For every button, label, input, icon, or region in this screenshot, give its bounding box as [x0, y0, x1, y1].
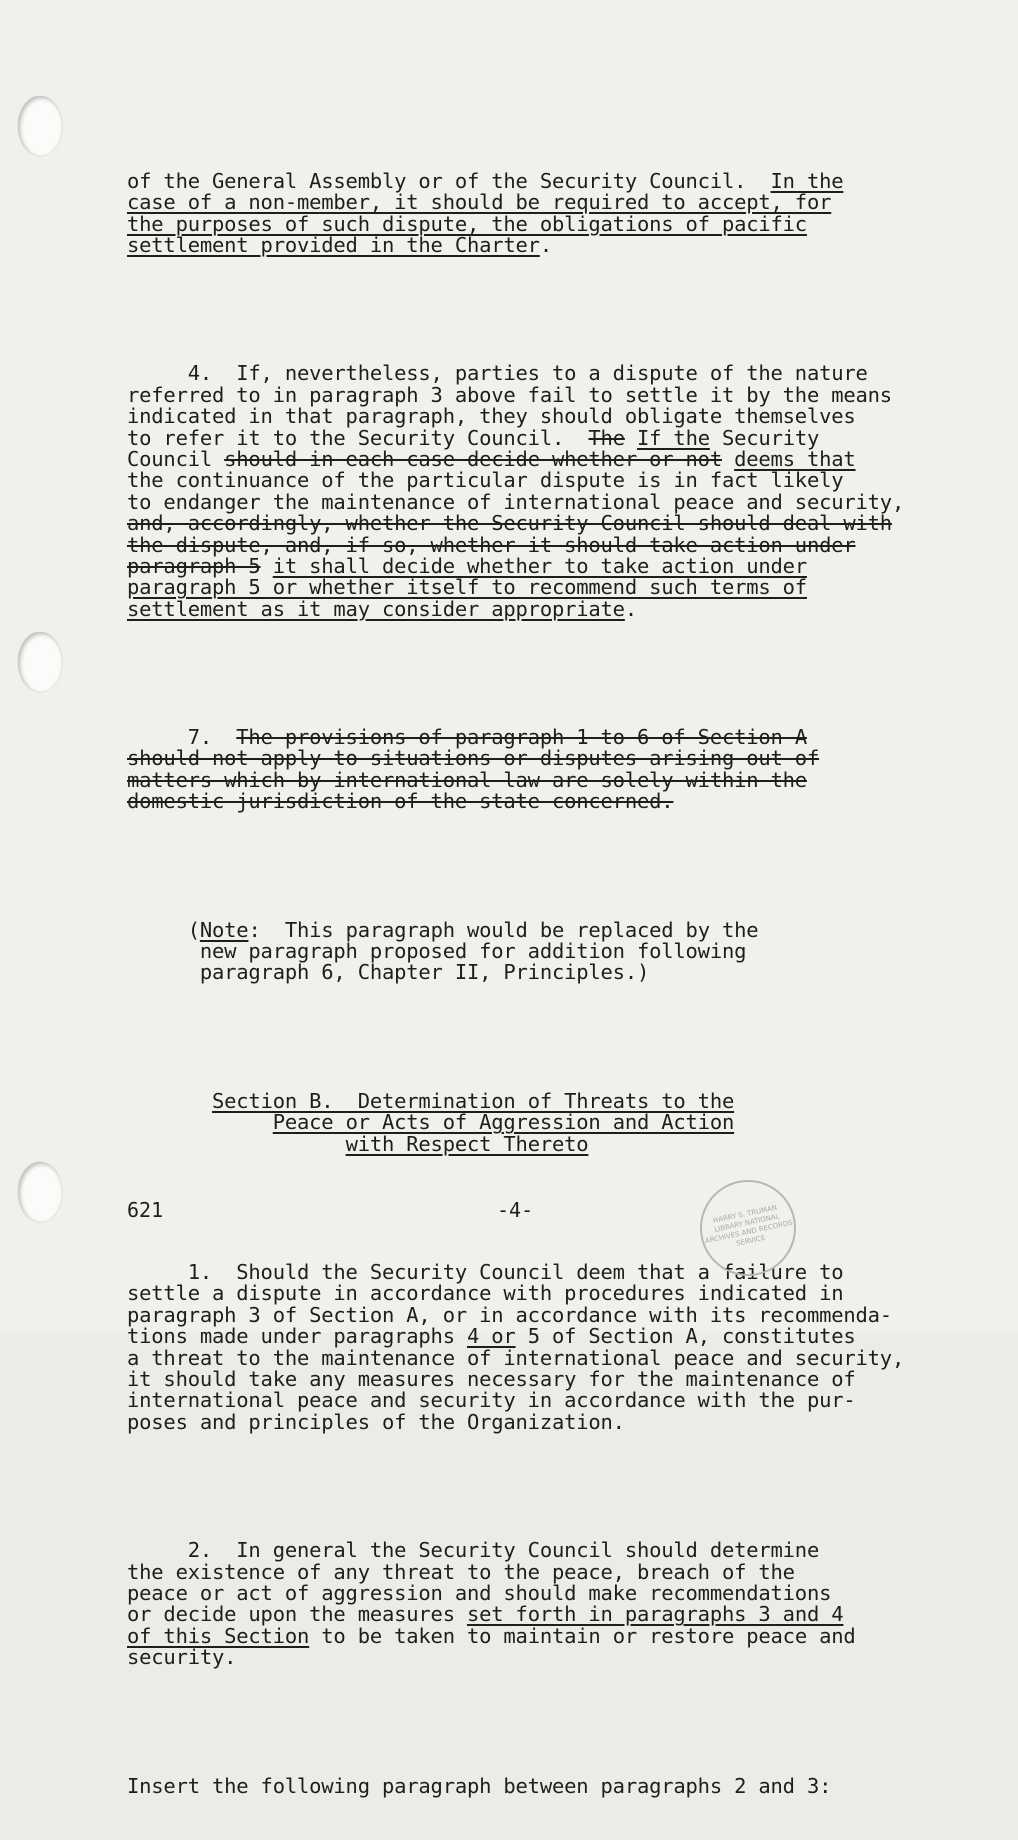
text-line	[127, 513, 957, 534]
text-segment	[625, 426, 637, 450]
punch-hole	[18, 1162, 62, 1222]
text-line	[127, 1540, 957, 1561]
text-line	[127, 382, 957, 407]
text-line	[127, 791, 957, 812]
paragraph-7	[127, 727, 957, 813]
text-line	[127, 941, 957, 962]
text-segment: Council	[127, 446, 225, 471]
text-line	[127, 168, 957, 193]
text-segment: to endanger the maintenance of international peace and security,	[127, 489, 905, 514]
library-stamp: HARRY S. TRUMAN LIBRARY NATIONAL ARCHIVES AND RECORDS SERVICE	[691, 1171, 805, 1285]
text-line	[127, 470, 957, 491]
struck-text: The provisions of paragraph 1 to 6 of Section A	[236, 725, 807, 750]
text-line	[127, 1580, 957, 1605]
text-segment: 4. If, nevertheless, parties to a dispute of the nature	[127, 361, 868, 386]
punch-hole	[18, 96, 62, 156]
underlined-text: case of a non-member, it should be required to accept, for	[127, 190, 832, 215]
text-line	[127, 211, 957, 236]
text-line	[127, 425, 957, 450]
text-segment: .	[624, 596, 637, 621]
underlined-text: paragraph 5 or whether itself to recommend such terms of	[127, 575, 807, 600]
text-line	[127, 1773, 957, 1798]
text-segment: tions made under paragraphs	[127, 1324, 467, 1349]
text-line	[127, 962, 957, 983]
struck-text: should in each case decide whether or not	[224, 446, 722, 471]
document-number: 621	[127, 1198, 164, 1222]
text-segment: paragraph 3 of Section A, or in accordance with its recommenda-	[127, 1302, 892, 1327]
text-line	[127, 1623, 957, 1648]
text-line	[127, 532, 957, 557]
text-segment: 1. Should the Security Council deem that a failure to	[127, 1260, 844, 1285]
punch-hole	[18, 632, 62, 692]
text-segment: new paragraph proposed for addition following	[127, 939, 747, 964]
text-segment	[261, 554, 273, 578]
text-line	[127, 1131, 957, 1156]
text-segment: the existence of any threat to the peace, breach of the	[127, 1559, 795, 1584]
text-segment: (	[127, 917, 200, 942]
text-line	[127, 1604, 957, 1625]
text-line	[127, 577, 957, 598]
text-line	[127, 192, 957, 213]
text-line	[127, 1369, 957, 1390]
text-segment: paragraph 6, Chapter II, Principles.)	[127, 960, 650, 985]
text-segment: : This paragraph would be replaced by the	[248, 917, 759, 942]
text-line	[127, 1559, 957, 1584]
text-segment	[722, 447, 734, 471]
text-segment: of the General Assembly or of the Security Council.	[127, 168, 771, 193]
text-segment: Security	[709, 425, 820, 450]
text-line	[127, 489, 957, 514]
text-segment: the continuance of the particular dispute is in fact likely	[127, 468, 844, 493]
text-line	[127, 1409, 957, 1434]
struck-text: The	[588, 425, 625, 450]
text-line	[127, 1088, 957, 1113]
underlined-text: If the	[637, 425, 710, 450]
struck-text: and, accordingly, whether the Security Council should deal with	[127, 511, 892, 536]
underlined-text: it shall decide whether to take action under	[272, 553, 807, 578]
text-line	[127, 1326, 957, 1347]
text-segment: international peace and security in accordance with the pur-	[127, 1388, 856, 1413]
insert-instruction	[127, 1773, 957, 1798]
underlined-text: deems that	[734, 446, 856, 471]
struck-text: paragraph 5	[127, 553, 261, 578]
text-line	[127, 596, 957, 621]
paragraph-4	[127, 363, 957, 620]
text-line	[127, 1647, 957, 1668]
page-number: -4-	[497, 1198, 534, 1222]
section-b-paragraph-1	[127, 1262, 957, 1433]
underlined-text: Peace or Acts of Aggression and Action	[272, 1110, 735, 1135]
underlined-text: settlement provided in the Charter	[127, 232, 540, 257]
underlined-text: Note	[199, 917, 249, 942]
text-line	[127, 917, 957, 942]
text-line	[127, 406, 957, 427]
underlined-text: settlement as it may consider appropriate	[127, 596, 625, 621]
text-segment: or decide upon the measures	[127, 1602, 467, 1627]
struck-text: should not apply to situations or disputes arising out of	[127, 746, 820, 771]
text-segment	[127, 1089, 212, 1113]
text-segment: security.	[127, 1645, 237, 1670]
section-b-paragraph-2	[127, 1540, 957, 1668]
text-segment: 5 of Section A, constitutes	[515, 1324, 856, 1349]
paragraph-intro	[127, 168, 957, 257]
text-line	[127, 553, 957, 578]
underlined-text: In the	[770, 168, 844, 193]
text-line	[127, 1390, 957, 1411]
text-line	[127, 1262, 957, 1283]
underlined-text: Section B. Determination of Threats to the	[212, 1088, 735, 1113]
underlined-text: 4 or	[466, 1324, 516, 1349]
text-segment: 7.	[127, 725, 237, 750]
struck-text: matters which by international law are solely within the	[127, 767, 807, 792]
struck-text: domestic jurisdiction of the state concerned.	[127, 789, 674, 814]
text-segment: .	[539, 232, 552, 257]
text-line	[127, 232, 957, 257]
underlined-text: with Respect Thereto	[345, 1131, 589, 1156]
text-line	[127, 767, 957, 792]
note	[127, 917, 957, 985]
text-segment: it should take any measures necessary for the maintenance of	[127, 1367, 856, 1391]
text-line	[127, 1283, 957, 1304]
text-segment: to be taken to maintain or restore peace and	[309, 1623, 856, 1648]
section-b-heading	[127, 1088, 957, 1156]
text-segment: indicated in that paragraph, they should obligate themselves	[127, 404, 856, 429]
text-line	[127, 1345, 957, 1370]
text-line	[127, 363, 957, 384]
text-segment: settle a dispute in accordance with procedures indicated in	[127, 1281, 844, 1306]
text-line	[127, 1302, 957, 1327]
text-segment: peace or act of aggression and should make recommendations	[127, 1580, 832, 1605]
text-segment: Insert the following paragraph between paragraphs 2 and 3:	[127, 1773, 832, 1798]
text-segment: poses and principles of the Organization.	[127, 1409, 625, 1434]
text-line	[127, 1112, 957, 1133]
struck-text: the dispute, and, if so, whether it should take action under	[127, 532, 856, 557]
underlined-text: set forth in paragraphs 3 and 4	[466, 1602, 844, 1627]
text-segment	[127, 1132, 346, 1156]
text-line	[127, 727, 957, 748]
document-body	[127, 128, 957, 1840]
text-segment: a threat to the maintenance of international peace and security,	[127, 1345, 905, 1370]
text-line	[127, 446, 957, 471]
text-segment: referred to in paragraph 3 above fail to settle it by the means	[127, 382, 892, 407]
text-line	[127, 748, 957, 769]
text-segment: 2. In general the Security Council should determine	[127, 1538, 820, 1563]
underlined-text: the purposes of such dispute, the obligations of pacific	[127, 211, 807, 236]
underlined-text: of this Section	[127, 1623, 310, 1648]
text-segment: to refer it to the Security Council.	[127, 425, 589, 450]
text-segment	[127, 1110, 273, 1134]
